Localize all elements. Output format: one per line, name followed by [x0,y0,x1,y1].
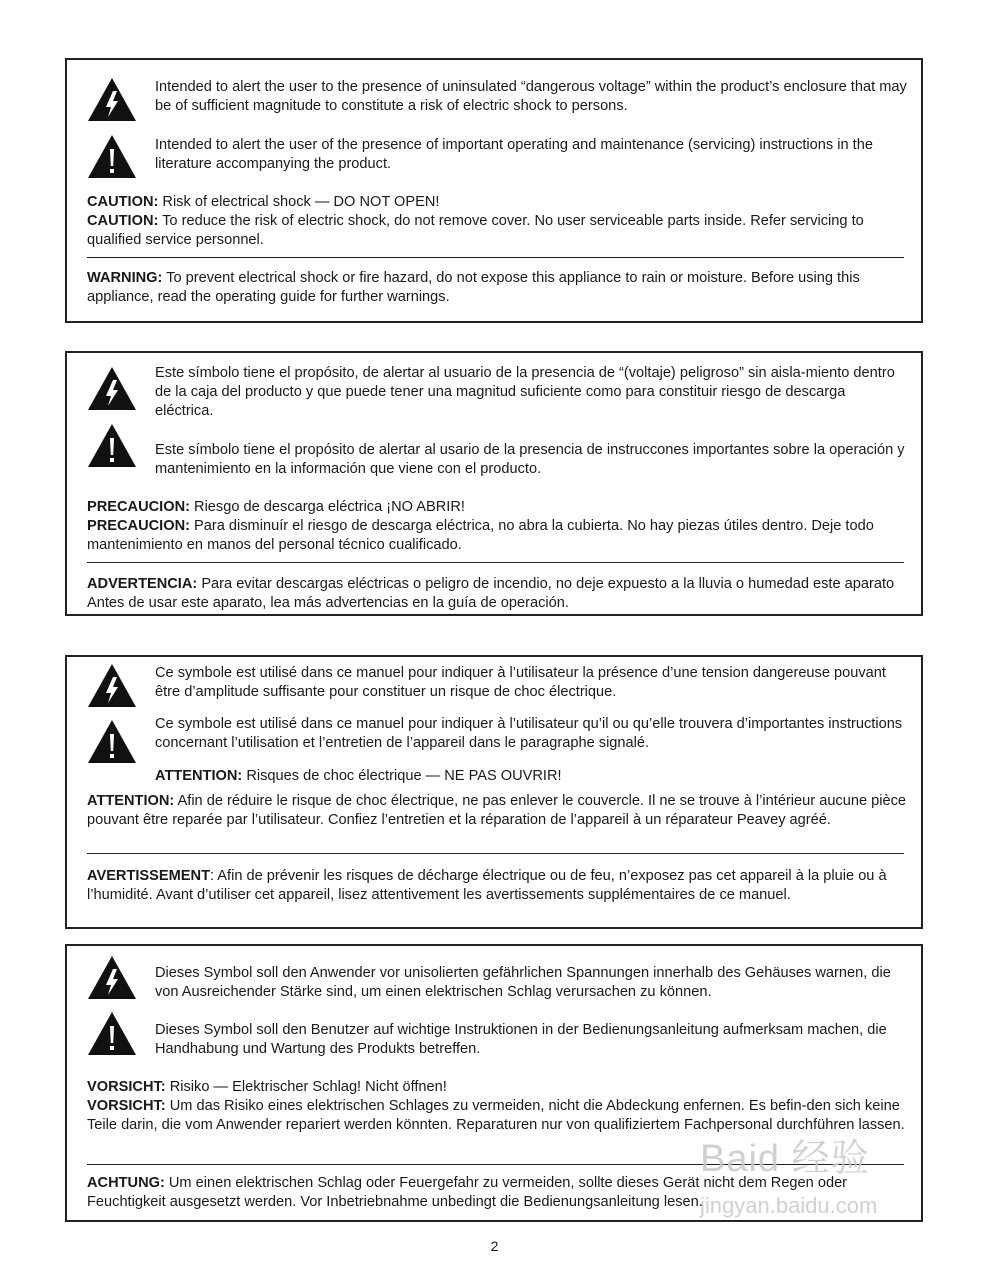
exclamation-warning-icon [87,1011,137,1056]
caution-text: Risiko — Elektrischer Schlag! Nicht öffnen! [165,1079,447,1095]
divider-rule [87,853,904,854]
caution-text: Um das Risiko eines elektrischen Schlages zu vermeiden, nicht die Abdeckung enfernen. Es befin-den sich keine Teile darin, die vom Anwender repariert werden könnten. Reparaturen nur von qualifiziertem Fachpersonal durchführen lassen. [87,1098,905,1134]
caution-line-1 [155,767,907,786]
lightning-bolt-warning-icon [87,663,137,708]
caution-text: Risk of electrical shock — DO NOT OPEN! [158,194,440,210]
caution-label: ATTENTION: [155,768,243,784]
warning-paragraph [87,575,907,613]
caution-text: Risques de choc électrique — NE PAS OUVRIR! [242,768,562,784]
warning-text: Para evitar descargas eléctricas o peligro de incendio, no deje expuesto a la lluvia o humedad este aparato Antes de usar este aparato, lea más advertencias en la guía de operación. [87,576,895,612]
caution-line-1 [87,193,907,212]
symbol-voltage-text: Ce symbole est utilisé dans ce manuel pour indiquer à l’utilisateur la présence d’une tension dangereuse pouvant être d’amplitude suffisante pour constituer un risque de choc électrique. [155,665,886,701]
warning-text: : Afin de prévenir les risques de décharge électrique ou de feu, n’exposez pas cet appareil à la pluie ou à l’humidité. Avant d’utiliser cet appareil, lisez attentivement les avertissements supplémentaires de ce manuel. [87,868,887,904]
divider-rule [87,562,904,563]
warning-label: AVERTISSEMENT [87,868,210,884]
warning-paragraph [87,269,907,307]
caution-label: VORSICHT: [87,1079,166,1095]
warning-label: ADVERTENCIA: [87,576,198,592]
page-number: 2 [490,1238,499,1254]
warning-label: WARNING: [87,270,163,286]
caution-label: PRECAUCION: [87,518,190,534]
caution-line-1 [87,498,907,517]
caution-text: Afin de réduire le risque de choc électrique, ne pas enlever le couvercle. Il ne se trouve à l’intérieur aucune pièce pouvant être reparée par l’utilisateur. Confiez l’entretien et la réparation de l’appareil à un réparateur Peavey agréé. [87,793,907,829]
symbol-instructions-text: Este símbolo tiene el propósito de alertar al usario de la presencia de instruccones importantes sobre la operación y mantenimiento en la información que viene con el producto. [155,442,905,478]
caution-line-2 [87,212,907,250]
warning-label: ACHTUNG: [87,1175,165,1191]
caution-label: VORSICHT: [87,1098,166,1114]
warning-text: To prevent electrical shock or fire hazard, do not expose this appliance to rain or moisture. Before using this appliance, read the operating guide for further warnings. [87,270,860,306]
baidu-watermark-url: jingyan.baidu.com [700,1193,878,1218]
lightning-bolt-warning-icon [87,955,137,1000]
divider-rule [87,257,904,258]
caution-label: PRECAUCION: [87,499,190,515]
symbol-instructions-text: Dieses Symbol soll den Benutzer auf wichtige Instruktionen in der Bedienungsanleitung aufmerksam machen, die Handhabung und Wartung des Produkts betreffen. [155,1022,887,1058]
caution-line-2 [87,1097,907,1135]
warning-paragraph [87,867,907,905]
symbol-voltage-text: Intended to alert the user to the presence of uninsulated “dangerous voltage” within the product’s enclosure that may be of sufficient magnitude to constitute a risk of electric shock to persons. [155,79,907,115]
caution-line-2 [87,792,907,830]
caution-text: Riesgo de descarga eléctrica ¡NO ABRIR! [189,499,465,515]
symbol-voltage-text: Dieses Symbol soll den Anwender vor unisolierten gefährlichen Spannungen innerhalb des Gehäuses warnen, die von Ausreichender Stärke sind, um einen elektrischen Schlag verursachen zu können. [155,965,891,1001]
exclamation-warning-icon [87,134,137,179]
symbol-instructions-text: Ce symbole est utilisé dans ce manuel pour indiquer à l’utilisateur qu’il ou qu’elle trouvera d’importantes instructions concernant l’utilisation et l’entretien de l’appareil dans le paragraphe signalé. [155,716,903,752]
symbol-voltage-text: Este símbolo tiene el propósito, de alertar al usuario de la presencia de “(voltaje) peligroso” sin aisla-miento dentro de la caja del producto y que puede tener una magnitud suficiente como para constituir riesgo de descarga eléctrica. [155,365,895,420]
caution-text: Para disminuír el riesgo de descarga eléctrica, no abra la cubierta. No hay piezas útiles dentro. Deje todo mantenimiento en manos del personal técnico cualificado. [87,518,874,554]
lightning-bolt-warning-icon [87,77,137,122]
caution-label: CAUTION: [87,213,159,229]
caution-text: To reduce the risk of electric shock, do not remove cover. No user serviceable parts inside. Refer servicing to qualified service personnel. [87,213,864,249]
caution-line-1 [87,1078,907,1097]
caution-label: ATTENTION: [87,793,175,809]
exclamation-warning-icon [87,423,137,468]
warning-text: Um einen elektrischen Schlag oder Feuergefahr zu vermeiden, sollte dieses Gerät nicht dem Regen oder Feuchtigkeit ausgesetzt werden. Vor Inbetriebnahme unbedingt die Bedienungsanleitung lesen. [87,1175,848,1211]
caution-label: CAUTION: [87,194,159,210]
baidu-watermark: Baid 经验 [700,1138,870,1180]
caution-line-2 [87,517,907,555]
lightning-bolt-warning-icon [87,366,137,411]
symbol-instructions-text: Intended to alert the user of the presence of important operating and maintenance (servicing) instructions in the literature accompanying the product. [155,137,873,173]
exclamation-warning-icon [87,719,137,764]
